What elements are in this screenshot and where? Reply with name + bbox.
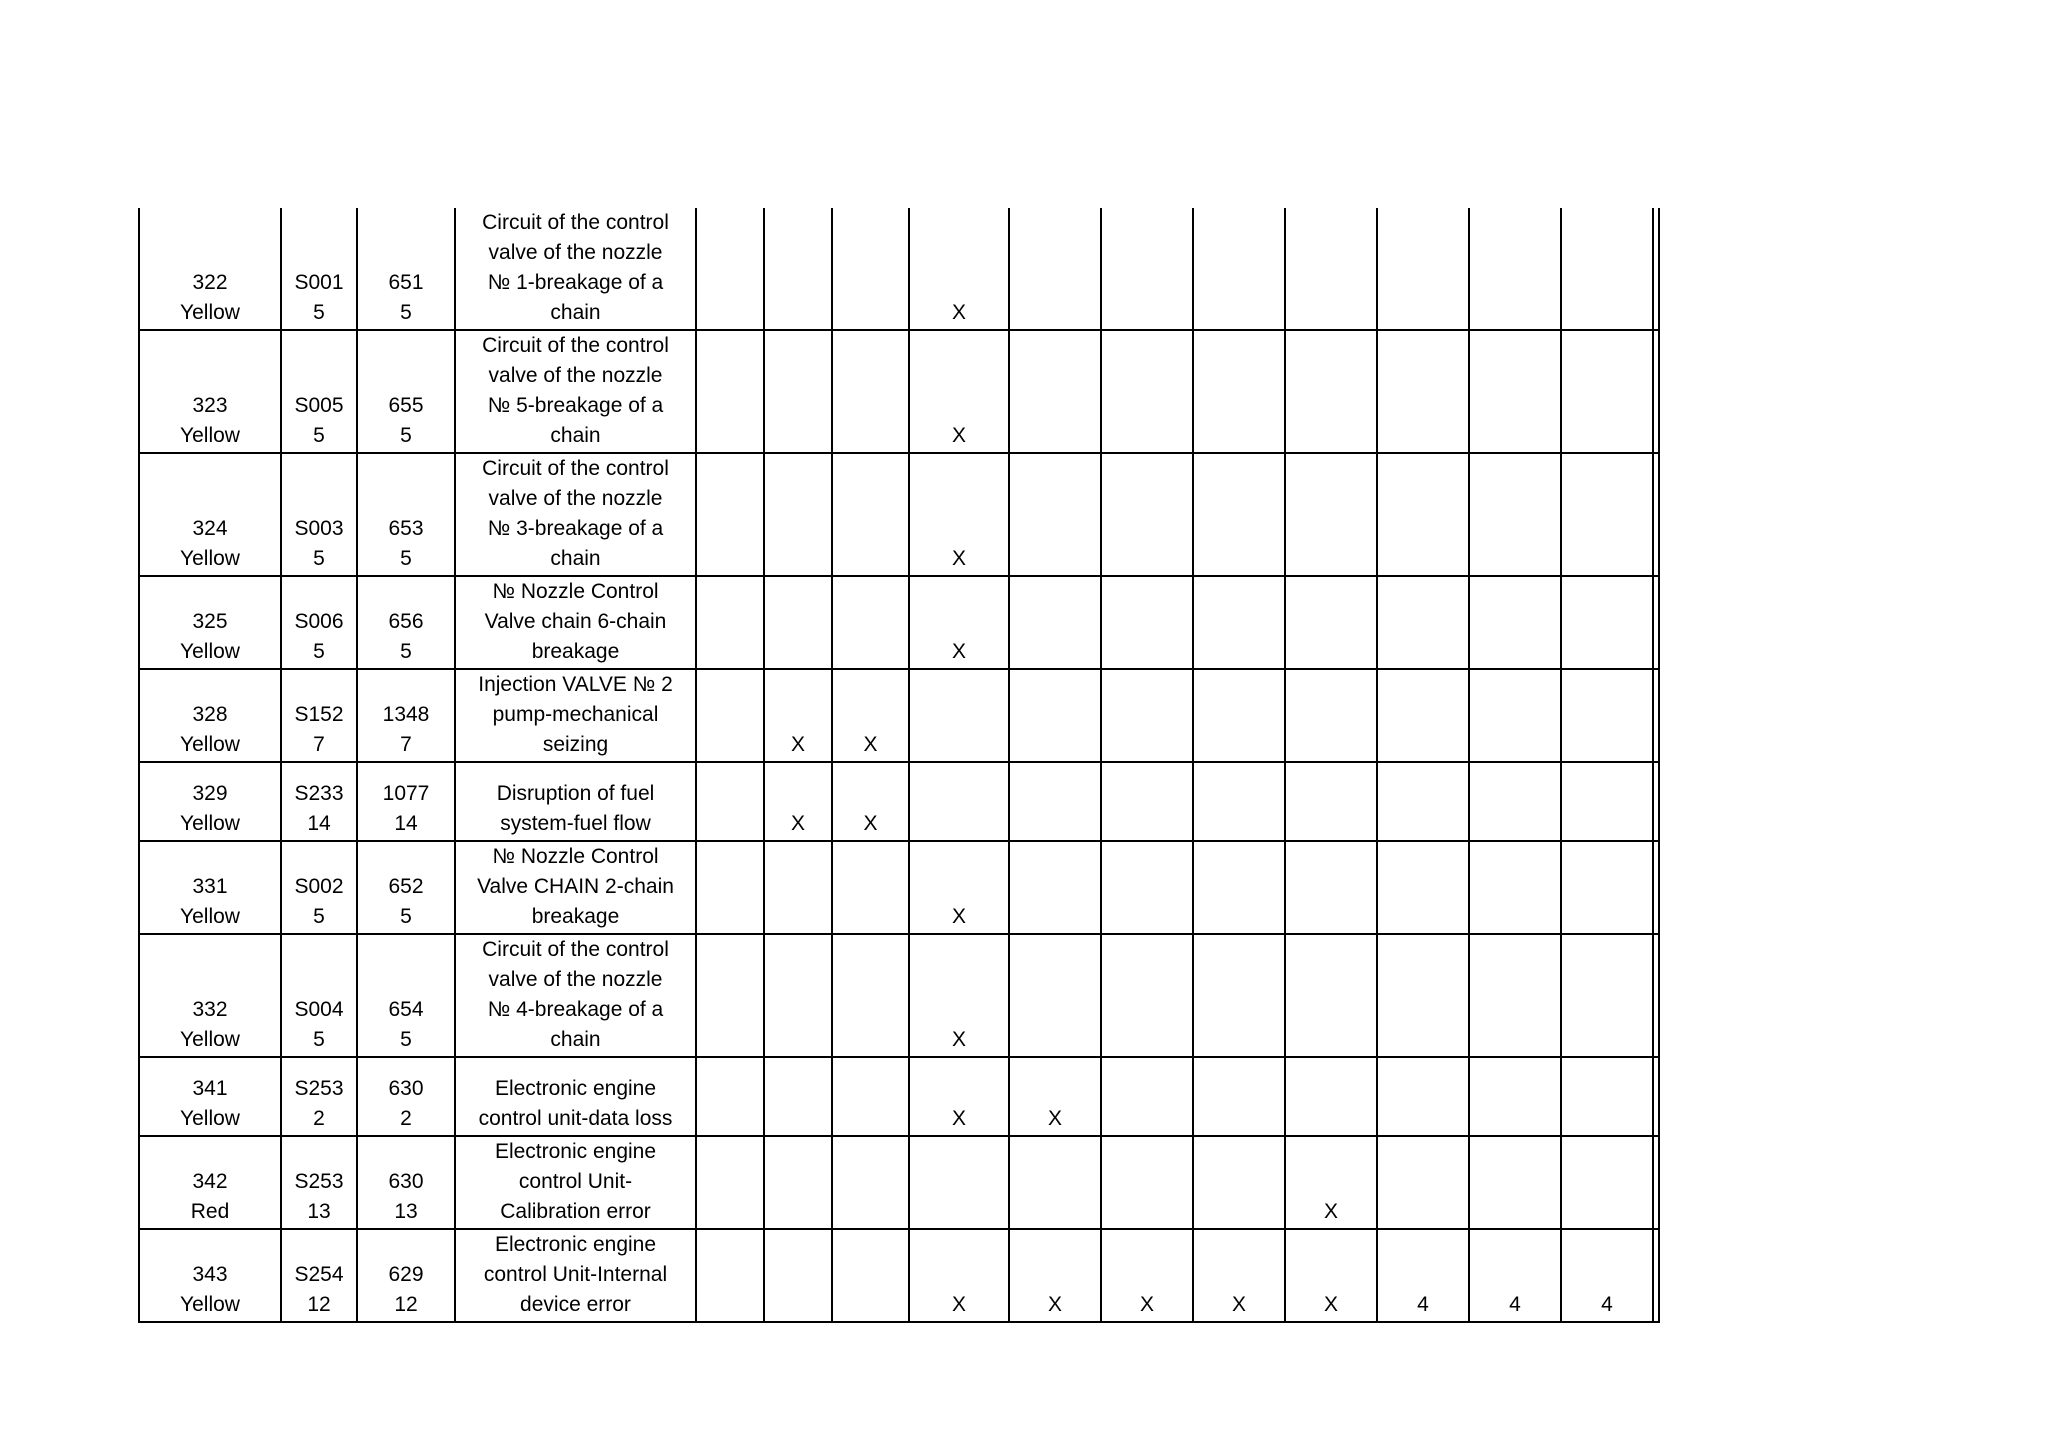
mark-cell [1561, 330, 1653, 453]
fault-code-cell-line: Yellow [180, 424, 240, 447]
mark-cell [1285, 1057, 1377, 1136]
mark-cell [764, 330, 832, 453]
mark-cell [1101, 576, 1193, 669]
mark-cell [764, 841, 832, 934]
description-cell-line: Circuit of the control [482, 457, 669, 480]
s-code-cell [281, 453, 357, 576]
fault-code-cell [139, 576, 281, 669]
mark-cell: X [764, 669, 832, 762]
description-cell [455, 1136, 696, 1229]
fault-code-cell [139, 762, 281, 841]
mark-cell [1193, 330, 1285, 453]
description-cell [455, 934, 696, 1057]
fault-code-cell-line: 323 [192, 394, 228, 417]
number-code-cell-line: 1348 [382, 703, 430, 726]
mark-cell [1009, 762, 1101, 841]
number-code-cell [357, 1229, 455, 1322]
description-cell-line: chain [550, 1028, 601, 1051]
mark-cell: X [909, 453, 1009, 576]
table-row [139, 1057, 1659, 1136]
mark-cell [1653, 669, 1659, 762]
mark-cell [764, 576, 832, 669]
table-row [139, 1136, 1659, 1229]
mark-cell [1653, 453, 1659, 576]
table-row [139, 330, 1659, 453]
mark-cell [1009, 1136, 1101, 1229]
fault-code-cell-line: Yellow [180, 640, 240, 663]
mark-cell [1101, 1136, 1193, 1229]
description-cell-line: Injection VALVE № 2 [478, 673, 673, 696]
mark-cell [1377, 208, 1469, 330]
number-code-cell-line: 7 [400, 733, 412, 756]
description-cell-line: Disruption of fuel [496, 782, 655, 805]
mark-cell [696, 576, 764, 669]
fault-code-cell-line: Yellow [180, 547, 240, 570]
mark-cell [1469, 453, 1561, 576]
mark-cell [696, 841, 764, 934]
number-code-cell-line: 629 [388, 1263, 424, 1286]
mark-cell [1285, 934, 1377, 1057]
fault-code-cell [139, 208, 281, 330]
mark-cell [909, 1136, 1009, 1229]
s-code-cell-line: S253 [294, 1170, 344, 1193]
number-code-cell [357, 1136, 455, 1229]
description-cell-line: № 5-breakage of a [487, 394, 664, 417]
mark-cell: X [909, 208, 1009, 330]
fault-code-table-body [139, 208, 1659, 1322]
mark-cell: X [764, 762, 832, 841]
description-cell-line: № Nozzle Control [492, 845, 659, 868]
description-cell [455, 330, 696, 453]
description-cell-line: Circuit of the control [482, 334, 669, 357]
number-code-cell [357, 453, 455, 576]
number-code-cell-line: 5 [400, 547, 412, 570]
fault-code-cell [139, 453, 281, 576]
description-cell [455, 576, 696, 669]
mark-cell: X [832, 669, 909, 762]
number-code-cell-line: 651 [388, 271, 424, 294]
fault-code-cell [139, 841, 281, 934]
mark-cell [1653, 576, 1659, 669]
mark-cell [1561, 841, 1653, 934]
description-cell-line: valve of the nozzle [488, 364, 663, 387]
mark-cell [1561, 1136, 1653, 1229]
s-code-cell-line: 2 [313, 1107, 325, 1130]
s-code-cell-line: S005 [294, 394, 344, 417]
description-cell [455, 841, 696, 934]
mark-cell [1561, 669, 1653, 762]
s-code-cell-line: 5 [313, 424, 325, 447]
description-cell-line: pump-mechanical [492, 703, 659, 726]
mark-cell [1285, 453, 1377, 576]
mark-cell: 4 [1561, 1229, 1653, 1322]
mark-cell [1469, 841, 1561, 934]
description-cell-line: seizing [542, 733, 609, 756]
mark-cell [1469, 1136, 1561, 1229]
number-code-cell-line: 652 [388, 875, 424, 898]
mark-cell [1101, 841, 1193, 934]
mark-cell [696, 1136, 764, 1229]
description-cell-line: control Unit- [518, 1170, 633, 1193]
number-code-cell-line: 655 [388, 394, 424, 417]
fault-code-cell-line: Yellow [180, 905, 240, 928]
mark-cell [696, 934, 764, 1057]
mark-cell [832, 453, 909, 576]
s-code-cell-line: S152 [294, 703, 344, 726]
mark-cell [1377, 453, 1469, 576]
mark-cell [696, 208, 764, 330]
mark-cell [1285, 841, 1377, 934]
mark-cell [1377, 762, 1469, 841]
mark-cell [832, 1057, 909, 1136]
description-cell-line: Valve chain 6-chain [484, 610, 667, 633]
mark-cell [1561, 576, 1653, 669]
fault-code-cell [139, 669, 281, 762]
mark-cell: X [832, 762, 909, 841]
mark-cell [1193, 762, 1285, 841]
s-code-cell-line: S004 [294, 998, 344, 1021]
description-cell [455, 1057, 696, 1136]
s-code-cell-line: 5 [313, 547, 325, 570]
mark-cell [1377, 1057, 1469, 1136]
number-code-cell-line: 654 [388, 998, 424, 1021]
fault-code-cell-line: Yellow [180, 733, 240, 756]
fault-code-cell-line: 341 [192, 1077, 228, 1100]
mark-cell [764, 1136, 832, 1229]
number-code-cell-line: 630 [388, 1170, 424, 1193]
fault-code-cell [139, 330, 281, 453]
table-row [139, 576, 1659, 669]
s-code-cell [281, 330, 357, 453]
s-code-cell-line: 7 [313, 733, 325, 756]
mark-cell [1469, 1057, 1561, 1136]
number-code-cell [357, 576, 455, 669]
mark-cell: X [909, 330, 1009, 453]
description-cell-line: device error [520, 1293, 631, 1316]
number-code-cell [357, 208, 455, 330]
mark-cell [1101, 934, 1193, 1057]
mark-cell [1469, 934, 1561, 1057]
fault-code-cell-line: Yellow [180, 812, 240, 835]
description-cell-line: Circuit of the control [482, 211, 669, 234]
number-code-cell-line: 5 [400, 640, 412, 663]
mark-cell [764, 1057, 832, 1136]
description-cell-line: Calibration error [500, 1200, 651, 1223]
number-code-cell-line: 13 [394, 1200, 418, 1223]
s-code-cell-line: S233 [294, 782, 344, 805]
mark-cell: X [1193, 1229, 1285, 1322]
number-code-cell [357, 330, 455, 453]
mark-cell [1653, 762, 1659, 841]
description-cell [455, 453, 696, 576]
mark-cell [1101, 1057, 1193, 1136]
mark-cell [1377, 576, 1469, 669]
s-code-cell [281, 934, 357, 1057]
mark-cell [1469, 576, 1561, 669]
fault-code-cell-line: Red [190, 1200, 230, 1223]
table-row [139, 762, 1659, 841]
mark-cell [1653, 1057, 1659, 1136]
s-code-cell-line: 13 [307, 1200, 331, 1223]
mark-cell [832, 208, 909, 330]
description-cell-line: Electronic engine [494, 1140, 657, 1163]
mark-cell: X [1009, 1229, 1101, 1322]
s-code-cell-line: S002 [294, 875, 344, 898]
mark-cell: X [1285, 1136, 1377, 1229]
description-cell [455, 1229, 696, 1322]
mark-cell [1009, 669, 1101, 762]
mark-cell [764, 1229, 832, 1322]
description-cell-line: breakage [531, 905, 620, 928]
mark-cell: X [1009, 1057, 1101, 1136]
mark-cell: X [909, 934, 1009, 1057]
mark-cell [832, 1229, 909, 1322]
description-cell-line: № 4-breakage of a [487, 998, 664, 1021]
description-cell-line: control unit-data loss [478, 1107, 673, 1130]
number-code-cell-line: 1077 [382, 782, 430, 805]
s-code-cell-line: 12 [307, 1293, 331, 1316]
description-cell-line: № Nozzle Control [492, 580, 659, 603]
mark-cell [1469, 669, 1561, 762]
mark-cell [1101, 762, 1193, 841]
fault-code-cell [139, 1229, 281, 1322]
mark-cell [1561, 208, 1653, 330]
mark-cell [1193, 1057, 1285, 1136]
s-code-cell [281, 762, 357, 841]
mark-cell [909, 762, 1009, 841]
description-cell-line: control Unit-Internal [483, 1263, 668, 1286]
s-code-cell [281, 841, 357, 934]
s-code-cell-line: S006 [294, 610, 344, 633]
mark-cell: 4 [1377, 1229, 1469, 1322]
description-cell-line: chain [550, 547, 601, 570]
mark-cell: X [1101, 1229, 1193, 1322]
mark-cell [1285, 576, 1377, 669]
s-code-cell-line: 5 [313, 1028, 325, 1051]
description-cell-line: Valve CHAIN 2-chain [477, 875, 674, 898]
mark-cell [696, 1057, 764, 1136]
number-code-cell-line: 14 [394, 812, 418, 835]
mark-cell [1377, 841, 1469, 934]
s-code-cell-line: 5 [313, 905, 325, 928]
number-code-cell [357, 934, 455, 1057]
table-row [139, 1229, 1659, 1322]
number-code-cell-line: 5 [400, 424, 412, 447]
fault-code-cell-line: 342 [192, 1170, 228, 1193]
number-code-cell-line: 656 [388, 610, 424, 633]
fault-code-cell-line: 331 [192, 875, 228, 898]
table-row [139, 934, 1659, 1057]
fault-code-cell-line: 332 [192, 998, 228, 1021]
s-code-cell [281, 669, 357, 762]
description-cell-line: valve of the nozzle [488, 968, 663, 991]
mark-cell [1561, 934, 1653, 1057]
mark-cell [1193, 453, 1285, 576]
number-code-cell [357, 762, 455, 841]
s-code-cell-line: 14 [307, 812, 331, 835]
mark-cell [1193, 841, 1285, 934]
mark-cell [1009, 453, 1101, 576]
s-code-cell [281, 1229, 357, 1322]
mark-cell [1285, 330, 1377, 453]
table-row [139, 841, 1659, 934]
fault-code-cell-line: 328 [192, 703, 228, 726]
mark-cell [1193, 669, 1285, 762]
mark-cell [1469, 762, 1561, 841]
mark-cell [696, 762, 764, 841]
s-code-cell-line: S001 [294, 271, 344, 294]
mark-cell: X [1285, 1229, 1377, 1322]
mark-cell [764, 934, 832, 1057]
description-cell-line: Electronic engine [494, 1233, 657, 1256]
description-cell-line: chain [550, 301, 601, 324]
mark-cell [1561, 453, 1653, 576]
number-code-cell-line: 5 [400, 301, 412, 324]
mark-cell [1653, 208, 1659, 330]
description-cell-line: system-fuel flow [500, 812, 651, 835]
mark-cell [1377, 1136, 1469, 1229]
number-code-cell-line: 12 [394, 1293, 418, 1316]
mark-cell [1009, 934, 1101, 1057]
fault-code-cell-line: Yellow [180, 1107, 240, 1130]
s-code-cell-line: S003 [294, 517, 344, 540]
mark-cell [1653, 841, 1659, 934]
mark-cell [1285, 669, 1377, 762]
fault-code-cell [139, 1057, 281, 1136]
s-code-cell [281, 1057, 357, 1136]
number-code-cell-line: 630 [388, 1077, 424, 1100]
mark-cell [1653, 934, 1659, 1057]
mark-cell [1377, 934, 1469, 1057]
mark-cell [1193, 934, 1285, 1057]
mark-cell [1469, 330, 1561, 453]
mark-cell [1101, 330, 1193, 453]
mark-cell: X [909, 1229, 1009, 1322]
mark-cell [1285, 208, 1377, 330]
number-code-cell [357, 669, 455, 762]
mark-cell: 4 [1469, 1229, 1561, 1322]
description-cell [455, 762, 696, 841]
mark-cell [1377, 669, 1469, 762]
description-cell-line: № 1-breakage of a [487, 271, 664, 294]
table-row [139, 208, 1659, 330]
number-code-cell-line: 653 [388, 517, 424, 540]
mark-cell [1561, 762, 1653, 841]
mark-cell [1101, 669, 1193, 762]
mark-cell [832, 330, 909, 453]
mark-cell [764, 208, 832, 330]
mark-cell [1193, 1136, 1285, 1229]
fault-code-cell-line: 325 [192, 610, 228, 633]
description-cell-line: № 3-breakage of a [487, 517, 664, 540]
description-cell-line: Electronic engine [494, 1077, 657, 1100]
mark-cell [1653, 1136, 1659, 1229]
fault-code-cell-line: Yellow [180, 1293, 240, 1316]
mark-cell [832, 934, 909, 1057]
s-code-cell-line: S254 [294, 1263, 344, 1286]
s-code-cell-line: 5 [313, 640, 325, 663]
mark-cell [696, 453, 764, 576]
mark-cell [696, 1229, 764, 1322]
mark-cell [764, 453, 832, 576]
description-cell [455, 208, 696, 330]
table-row [139, 669, 1659, 762]
mark-cell [1193, 576, 1285, 669]
description-cell-line: Circuit of the control [482, 938, 669, 961]
mark-cell [1653, 330, 1659, 453]
fault-code-cell-line: Yellow [180, 301, 240, 324]
number-code-cell [357, 1057, 455, 1136]
number-code-cell-line: 5 [400, 905, 412, 928]
mark-cell: X [909, 1057, 1009, 1136]
fault-code-cell-line: 343 [192, 1263, 228, 1286]
mark-cell [1101, 453, 1193, 576]
s-code-cell [281, 576, 357, 669]
table-row [139, 453, 1659, 576]
mark-cell [1285, 762, 1377, 841]
fault-code-cell-line: Yellow [180, 1028, 240, 1051]
mark-cell [696, 669, 764, 762]
mark-cell: X [909, 841, 1009, 934]
mark-cell [696, 330, 764, 453]
s-code-cell-line: 5 [313, 301, 325, 324]
mark-cell [1101, 208, 1193, 330]
mark-cell [832, 1136, 909, 1229]
mark-cell [1009, 208, 1101, 330]
mark-cell [832, 841, 909, 934]
mark-cell [1009, 330, 1101, 453]
fault-code-cell [139, 1136, 281, 1229]
fault-code-table [138, 208, 1660, 1323]
mark-cell [909, 669, 1009, 762]
fault-code-cell-line: 329 [192, 782, 228, 805]
s-code-cell [281, 1136, 357, 1229]
number-code-cell-line: 2 [400, 1107, 412, 1130]
description-cell-line: valve of the nozzle [488, 487, 663, 510]
mark-cell [1469, 208, 1561, 330]
number-code-cell-line: 5 [400, 1028, 412, 1051]
description-cell-line: valve of the nozzle [488, 241, 663, 264]
mark-cell [1009, 576, 1101, 669]
mark-cell [1009, 841, 1101, 934]
fault-code-cell-line: 324 [192, 517, 228, 540]
fault-code-cell-line: 322 [192, 271, 228, 294]
s-code-cell [281, 208, 357, 330]
mark-cell [1193, 208, 1285, 330]
description-cell-line: chain [550, 424, 601, 447]
mark-cell [1561, 1057, 1653, 1136]
s-code-cell-line: S253 [294, 1077, 344, 1100]
number-code-cell [357, 841, 455, 934]
fault-code-cell [139, 934, 281, 1057]
mark-cell [1653, 1229, 1659, 1322]
mark-cell [1377, 330, 1469, 453]
mark-cell [832, 576, 909, 669]
description-cell [455, 669, 696, 762]
mark-cell: X [909, 576, 1009, 669]
description-cell-line: breakage [531, 640, 620, 663]
